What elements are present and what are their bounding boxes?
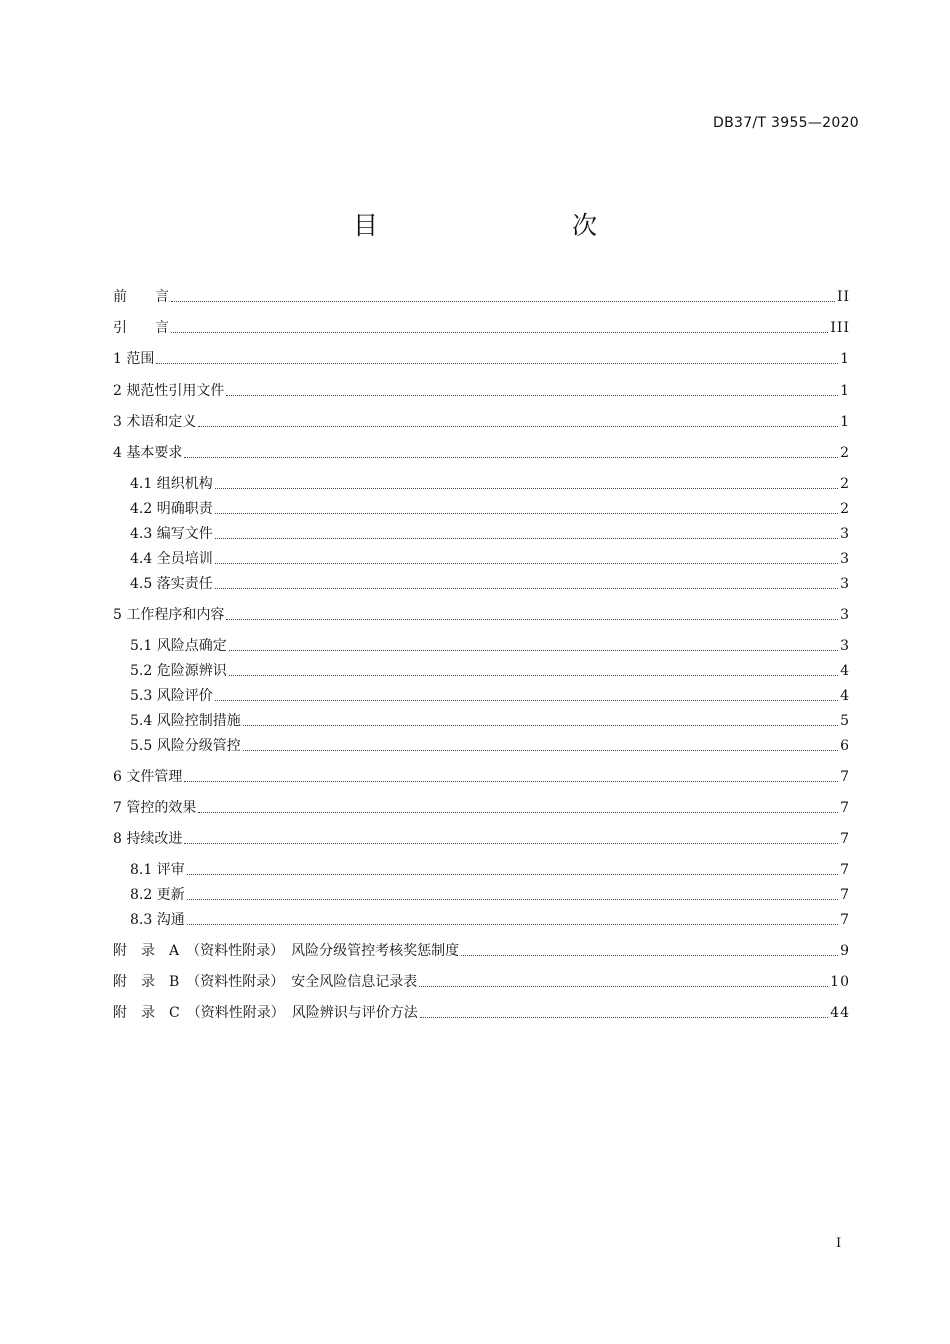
toc-page: 7: [840, 912, 850, 928]
toc-page: 4: [840, 688, 850, 704]
toc-page: 44: [830, 1005, 850, 1021]
toc-entry-5-1[interactable]: [130, 636, 850, 656]
toc-entry-4[interactable]: [113, 443, 850, 463]
leader-dots: [184, 457, 838, 458]
toc-entry-8-1[interactable]: [130, 860, 850, 880]
toc-page: 6: [840, 738, 850, 754]
toc-entry-1[interactable]: [113, 349, 850, 369]
toc-label: 4.3 编写文件: [130, 526, 213, 542]
toc-label: 8.2 更新: [130, 887, 185, 903]
leader-dots: [215, 538, 838, 539]
toc-label: 1 范围: [113, 351, 155, 367]
leader-dots: [187, 899, 838, 900]
toc-page: 1: [840, 383, 850, 399]
toc-entry-4-5[interactable]: [130, 574, 850, 594]
toc-page: II: [836, 289, 850, 305]
toc-entry-appendix-a[interactable]: [113, 941, 850, 961]
toc-label: 附 录 A （资料性附录） 风险分级管控考核奖惩制度: [113, 943, 460, 959]
toc-label: 5.1 风险点确定: [130, 638, 227, 654]
leader-dots: [215, 488, 838, 489]
toc-entry-5-5[interactable]: [130, 736, 850, 756]
toc-label: 7 管控的效果: [113, 800, 197, 816]
toc-entry-8[interactable]: [113, 829, 850, 849]
toc-entry-4-1[interactable]: [130, 474, 850, 494]
toc-label: 附 录 C （资料性附录） 风险辨识与评价方法: [113, 1005, 418, 1021]
toc-label: 3 术语和定义: [113, 414, 197, 430]
toc-label: 5.2 危险源辨识: [130, 663, 227, 679]
toc-label: 6 文件管理: [113, 769, 183, 785]
toc-entry-5-3[interactable]: [130, 686, 850, 706]
toc-entry-2[interactable]: [113, 381, 850, 401]
toc-label: 附 录 B （资料性附录） 安全风险信息记录表: [113, 974, 418, 990]
toc-label: 5.5 风险分级管控: [130, 738, 241, 754]
leader-dots: [215, 513, 838, 514]
leader-dots: [461, 955, 838, 956]
toc-entry-foreword[interactable]: [113, 287, 850, 307]
toc-entry-introduction[interactable]: [113, 318, 850, 338]
leader-dots: [171, 332, 828, 333]
toc-entry-4-3[interactable]: [130, 524, 850, 544]
toc-entry-4-4[interactable]: [130, 549, 850, 569]
toc-label: 5.3 风险评价: [130, 688, 213, 704]
leader-dots: [229, 675, 838, 676]
leader-dots: [187, 874, 838, 875]
toc-page: 7: [840, 769, 850, 785]
toc-label: 8 持续改进: [113, 831, 183, 847]
toc-label: 5.4 风险控制措施: [130, 713, 241, 729]
toc-page: 3: [840, 526, 850, 542]
toc-label: 前 言: [113, 289, 169, 305]
toc-label: 4.1 组织机构: [130, 476, 213, 492]
toc-label: 引 言: [113, 320, 169, 336]
toc-entry-5-2[interactable]: [130, 661, 850, 681]
toc-label: 4.4 全员培训: [130, 551, 213, 567]
toc-label: 4.5 落实责任: [130, 576, 213, 592]
leader-dots: [215, 588, 838, 589]
toc-entry-3[interactable]: [113, 412, 850, 432]
leader-dots: [215, 700, 838, 701]
leader-dots: [419, 986, 828, 987]
toc-label: 2 规范性引用文件: [113, 383, 225, 399]
toc-title: 目 次: [352, 211, 645, 240]
toc-page: 4: [840, 663, 850, 679]
toc-entry-5[interactable]: [113, 605, 850, 625]
toc-page: 2: [840, 476, 850, 492]
leader-dots: [187, 924, 838, 925]
toc-label: 4.2 明确职责: [130, 501, 213, 517]
leader-dots: [184, 781, 838, 782]
leader-dots: [226, 619, 838, 620]
leader-dots: [184, 843, 838, 844]
toc-page: 9: [840, 943, 850, 959]
toc-page: 3: [840, 551, 850, 567]
document-code: DB37/T 3955—2020: [713, 115, 859, 131]
toc-label: 5 工作程序和内容: [113, 607, 225, 623]
toc-entry-6[interactable]: [113, 767, 850, 787]
toc-label: 8.3 沟通: [130, 912, 185, 928]
page-number: I: [836, 1236, 842, 1251]
toc-page: 7: [840, 887, 850, 903]
leader-dots: [215, 563, 838, 564]
toc-page: 2: [840, 445, 850, 461]
leader-dots: [229, 650, 838, 651]
leader-dots: [243, 725, 838, 726]
leader-dots: [198, 426, 838, 427]
leader-dots: [171, 301, 835, 302]
leader-dots: [243, 750, 838, 751]
toc-page: 10: [830, 974, 850, 990]
toc-entry-appendix-b[interactable]: [113, 972, 850, 992]
toc-label: 8.1 评审: [130, 862, 185, 878]
toc-entry-5-4[interactable]: [130, 711, 850, 731]
toc-page: 3: [840, 638, 850, 654]
toc-entry-4-2[interactable]: [130, 499, 850, 519]
toc-page: III: [830, 320, 850, 336]
toc-entry-8-3[interactable]: [130, 910, 850, 930]
toc-entry-7[interactable]: [113, 798, 850, 818]
toc-page: 7: [840, 831, 850, 847]
leader-dots: [226, 395, 838, 396]
toc-label: 4 基本要求: [113, 445, 183, 461]
leader-dots: [156, 363, 838, 364]
leader-dots: [420, 1017, 828, 1018]
toc-page: 3: [840, 576, 850, 592]
toc-entry-appendix-c[interactable]: [113, 1003, 850, 1023]
leader-dots: [198, 812, 838, 813]
toc-page: 7: [840, 800, 850, 816]
toc-page: 1: [840, 414, 850, 430]
toc-page: 5: [840, 713, 850, 729]
toc-page: 7: [840, 862, 850, 878]
toc-page: 2: [840, 501, 850, 517]
toc-page: 3: [840, 607, 850, 623]
toc-page: 1: [840, 351, 850, 367]
toc-entry-8-2[interactable]: [130, 885, 850, 905]
